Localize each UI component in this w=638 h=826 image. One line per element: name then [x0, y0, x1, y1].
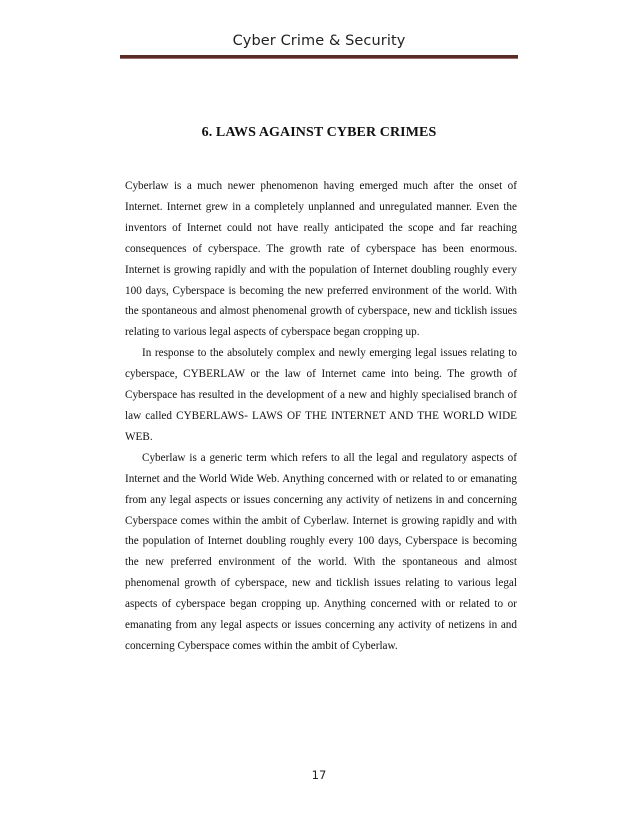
header-rule — [120, 55, 518, 59]
running-header: Cyber Crime & Security — [232, 33, 406, 49]
chapter-title: 6. LAWS AGAINST CYBER CRIMES — [201, 125, 437, 140]
paragraph-1: Cyberlaw is a much newer phenomenon having emerged much after the onset of Internet. Internet grew in a completely unplanned and unregulated manner. Even the inventors of Internet could not have really anticipated the scope and far reaching consequences of cyberspace. The growth rate of cyberspace has been enormous. Internet is growing rapidly and with the population of Internet doubling roughly every 100 days, Cyberspace is becoming the new preferred environment of the world. With the spontaneous and almost phenomenal growth of cyberspace, new and ticklish issues relating to various legal aspects of cyberspace began cropping up. — [125, 180, 517, 339]
body-text — [125, 176, 517, 657]
paragraph-2: In response to the absolutely complex and newly emerging legal issues relating to cyberspace, CYBERLAW or the law of Internet came into being. The growth of Cyberspace has resulted in the development of a new and highly specialised branch of law called CYBERLAWS- LAWS OF THE INTERNET AND THE WORLD WIDE WEB. — [125, 347, 517, 443]
paragraph-3: Cyberlaw is a generic term which refers to all the legal and regulatory aspects of Internet and the World Wide Web. Anything concerned with or related to or emanating from any legal aspects or issues concerning any activity of netizens in and concerning Cyberspace comes within the ambit of Cyberlaw. Internet is growing rapidly and with the population of Internet doubling roughly every 100 days, Cyberspace is becoming the new preferred environment of the world. With the spontaneous and almost phenomenal growth of cyberspace, new and ticklish issues relating to various legal aspects of cyberspace began cropping up. Anything concerned with or related to or emanating from any legal aspects or issues concerning any activity of netizens in and concerning Cyberspace comes within the ambit of Cyberlaw. — [125, 451, 517, 652]
page-number: 17 — [311, 768, 327, 782]
